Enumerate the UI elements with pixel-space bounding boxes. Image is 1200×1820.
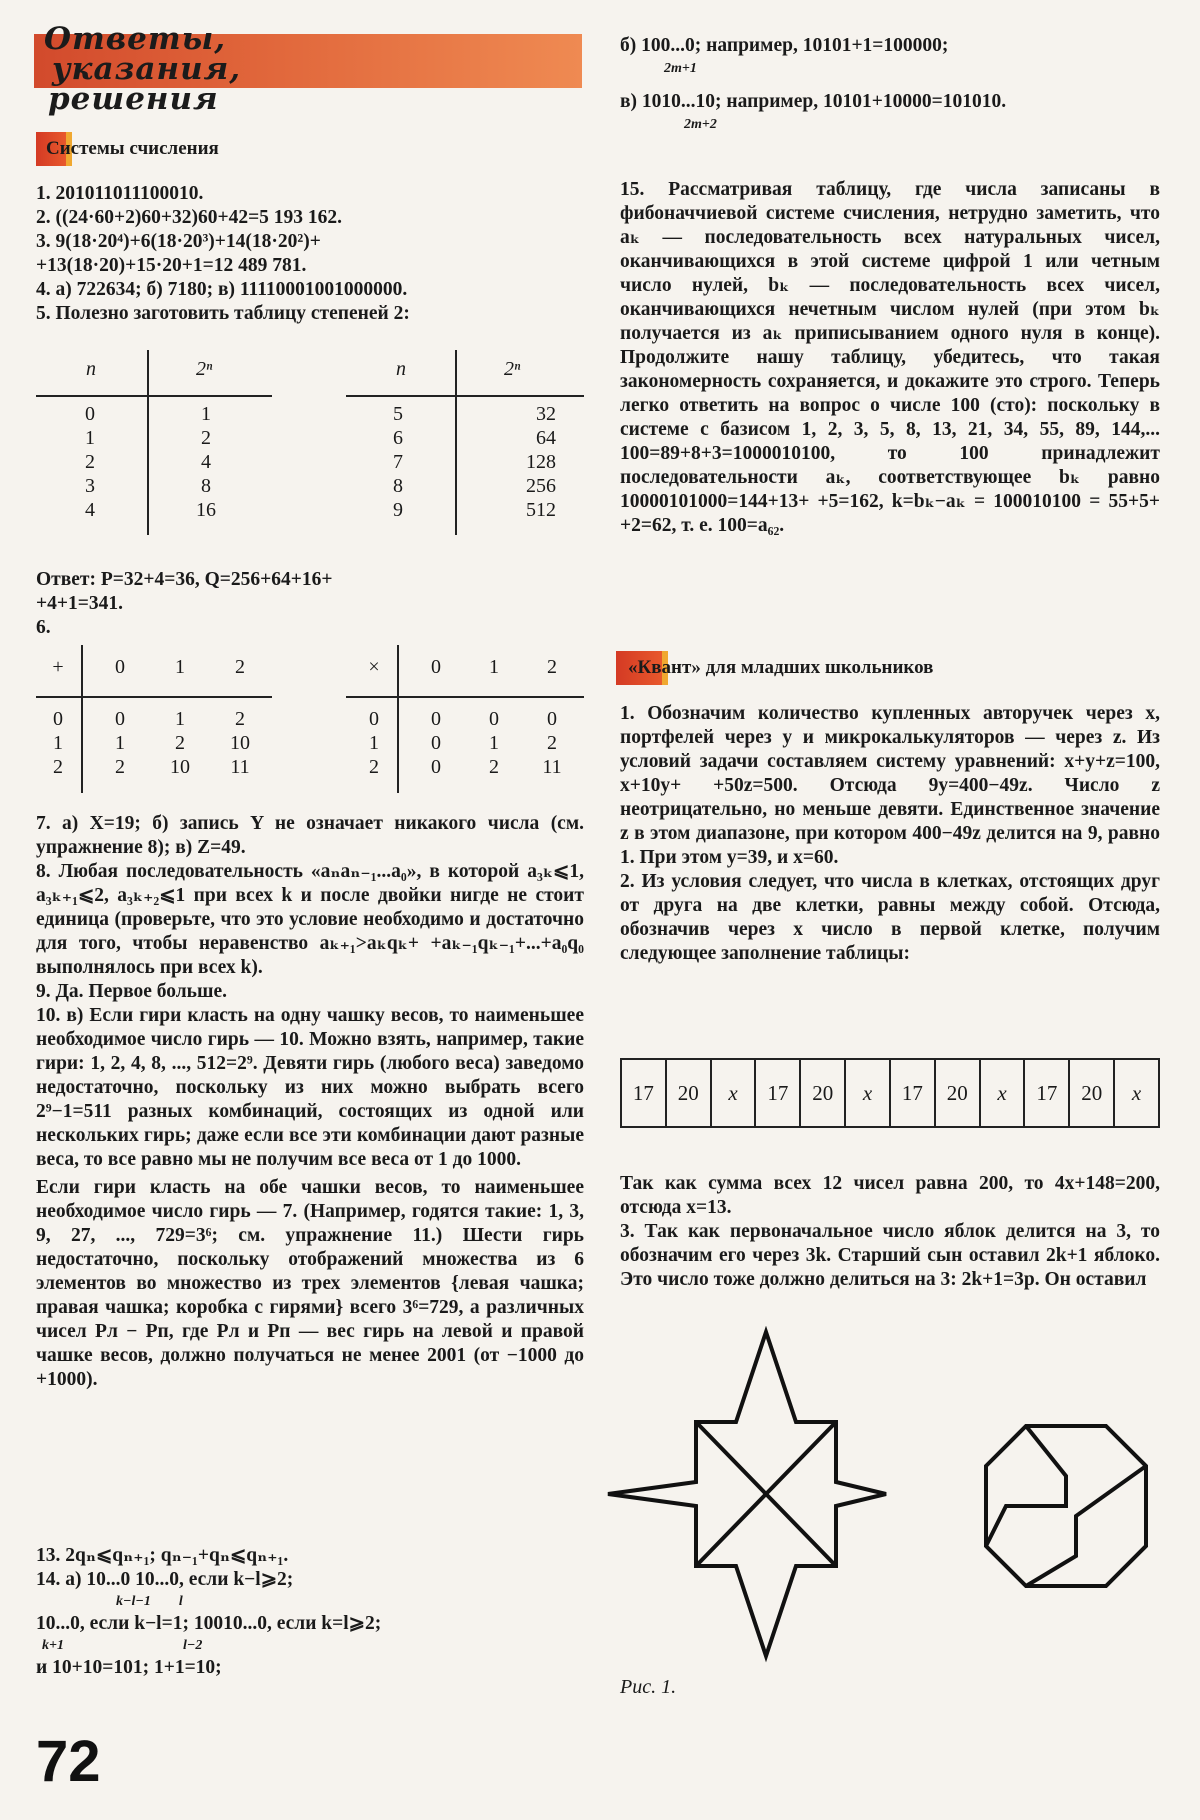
answer-3: 3. 9(18·20⁴)+6(18·20³)+14(18·20²)+ (36, 231, 321, 252)
answer-9: 9. Да. Первое больше. (36, 981, 227, 1002)
pow-head-n-right: n (396, 358, 406, 380)
answer-14-v: в) 1010...10; например, 10101+10000=101010. (620, 91, 1007, 112)
mul-head: 1 (489, 656, 499, 678)
cell: 8 (201, 475, 211, 497)
answer-14a: 14. а) 10...0 10...0, если k−l⩾2; (36, 1569, 294, 1590)
answer-10b: Если гири класть на обе чашки весов, то наименьшее необходимое число гирь — 7. (Например, годятся такие: 1, 3, 9, 27, ..., 729=3⁶; см. упражнение 11.) Шести гирь недостаточно, поскольку отображений множества из 6 элементов во множество из трех элементов {левая чашка; правая чашка; коробка с гирями} всего 3⁶=729, а различных чисел Pл − Pп, где Pл и Pп — вес гирь на левой и правой чашке весов, должно получаться не менее 2001 (от −1000 до +1000). (36, 1177, 584, 1390)
answer-5-result (36, 568, 584, 640)
strip-cell: x (712, 1060, 757, 1126)
mul-cell: 0 (431, 732, 441, 754)
strip-cell: 20 (1070, 1060, 1115, 1126)
pow-head-2n-right: 2ⁿ (504, 358, 521, 380)
strip-cell: x (846, 1060, 891, 1126)
section-heading-kvant: «Квант» для младших школьников (616, 651, 933, 685)
answers-1-5 (36, 182, 584, 326)
kvant-answer-2: 2. Из условия следует, что числа в клетках, отстоящих друг от друга на две клетки, равны между собой. Отсюда, обозначив через x число в первой клетке, получим следующее заполнение таблицы: (620, 871, 1160, 964)
answer-13: 13. 2qₙ⩽qₙ₊₁; qₙ₋₁+qₙ⩽qₙ₊₁. (36, 1545, 289, 1566)
answer-3-cont: +13(18·20)+15·20+1=12 489 781. (36, 255, 307, 276)
mul-cell: 1 (489, 732, 499, 754)
kvant-answers-cont (620, 1172, 1160, 1292)
kvant-answer-3: 3. Так как первоначальное число яблок делится на 3, то обозначим его через 3k. Старший сын оставил 2k+1 яблоко. Это число тоже должно делиться на 3: 2k+1=3p. Он оставил (620, 1221, 1160, 1290)
number-strip-table (620, 1058, 1160, 1128)
pow-head-2n-left: 2ⁿ (196, 358, 213, 380)
pow-left-n-col (80, 402, 100, 522)
answer-15-text: 15. Рассматривая таблицу, где числа записаны в фибоначчиевой системе счисления, нетрудно заметить, что aₖ — последовательность всех натуральных чисел, оканчивающихся в этой системе цифрой 1 или четным число нулей, bₖ — последовательность всех чисел, оканчивающихся нечетным числом нулей (при этом bₖ получается из aₖ приписыванием одного нуля в конце). Продолжите нашу таблицу, убедитесь, что такая закономерность сохраняется, и докажите это строго. Теперь легко ответить на вопрос о числе 100 (сто): поскольку в системе с базисом 1, 2, 3, 5, 8, 13, 21, 34, 55, 89, 144,... 100=89+8+3=1000010100, то 100 принадлежит последовательности aₖ, соответствующее bₖ равно 10000101000=144+13+ +5=162, k=bₖ−aₖ = 100010100 = 55+5+ +2=62, т. е. 100=a₆₂. (620, 179, 1160, 536)
mul-cell: 0 (489, 708, 499, 730)
answer-14b-sub: k+1 l−2 (42, 1638, 203, 1653)
cell: 4 (85, 499, 95, 521)
add-head: 0 (115, 656, 125, 678)
answer-8: 8. Любая последовательность «aₙaₙ₋₁...a₀», в которой a₃ₖ⩽1, a₃ₖ₊₁⩽2, a₃ₖ₊₂⩽1 при всех k и после двойки нигде не стоит единица (проверьте, что это условие необходимо и достаточно для того, чтобы неравенство aₖ₊₁>aₖqₖ+ +aₖ₋₁qₖ₋₁+...+a₀q₀ выполнялось при всех k). (36, 861, 584, 978)
answer-14-v-sub: 2m+2 (684, 117, 717, 132)
add-cell: 2 (53, 756, 63, 778)
add-cell: 2 (175, 732, 185, 754)
powers-table-lines (36, 340, 584, 540)
mul-cell: 0 (431, 708, 441, 730)
banner-line-2: указания, (52, 51, 242, 87)
figure-caption: Рис. 1. (620, 1676, 677, 1698)
cell: 16 (196, 499, 216, 521)
cell: 128 (526, 451, 556, 473)
answer-15 (620, 178, 1160, 538)
operation-tables (36, 656, 584, 786)
answer-14a-sub: k−l−1 l (116, 1594, 183, 1609)
answer-14-b: б) 100...0; например, 10101+1=100000; (620, 35, 949, 56)
add-cell: 2 (115, 756, 125, 778)
pow-left-v-col (186, 402, 226, 522)
mul-cell: 2 (489, 756, 499, 778)
cell: 32 (536, 403, 556, 425)
strip-cell: 17 (891, 1060, 936, 1126)
answers-13-14 (36, 1544, 584, 1680)
answer-1: 1. 201011011100010. (36, 183, 204, 204)
add-head: 2 (235, 656, 245, 678)
cell: 3 (85, 475, 95, 497)
banner-line-3: решения (48, 81, 219, 117)
add-cell: 0 (53, 708, 63, 730)
kvant-answer-2-result: Так как сумма всех 12 чисел равна 200, то 4x+148=200, отсюда x=13. (620, 1173, 1160, 1218)
cell: 6 (393, 427, 403, 449)
strip-cell: 20 (936, 1060, 981, 1126)
cell: 1 (201, 403, 211, 425)
cell: 2 (201, 427, 211, 449)
cell: 5 (393, 403, 403, 425)
star-figure (608, 1332, 886, 1656)
cell: 8 (393, 475, 403, 497)
cell: 256 (526, 475, 556, 497)
answer-6-label: 6. (36, 617, 51, 638)
cell: 9 (393, 499, 403, 521)
cell: 2 (85, 451, 95, 473)
kvant-answers (620, 702, 1160, 966)
add-cell: 10 (170, 756, 190, 778)
add-cell: 11 (230, 756, 250, 778)
answer-5-line1: Ответ: P=32+4=36, Q=256+64+16+ (36, 569, 333, 590)
cell: 7 (393, 451, 403, 473)
answer-4: 4. а) 722634; б) 7180; в) 11110001001000000. (36, 279, 408, 300)
cell: 512 (526, 499, 556, 521)
banner-title (44, 21, 344, 117)
answer-10a: 10. в) Если гири класть на одну чашку весов, то наименьшее необходимое число гирь — 10. Можно взять, например, такие гири: 1, 2, 4, 8, ..., 512=2⁹. Девяти гирь (любого веса) заведомо недостаточно, поскольку из них можно выбрать всего 2⁹−1=511 разных комбинаций, состоящих из одной или нескольких гирь; даже если все эти комбинации дают разные веса, то все равно мы не получим все веса от 1 до 1000. (36, 1005, 584, 1170)
add-cell: 1 (175, 708, 185, 730)
strip-cell: x (1131, 1080, 1142, 1105)
times-sign: × (368, 656, 380, 678)
section-heading-number-systems: Системы счисления (36, 132, 219, 166)
answer-14b: 10...0, если k−l=1; 10010...0, если k=l⩾2; (36, 1613, 382, 1634)
mul-head: 2 (547, 656, 557, 678)
page-number: 72 (36, 1729, 101, 1794)
mul-cell: 0 (369, 708, 379, 730)
mul-cell: 2 (369, 756, 379, 778)
pow-right-n-col (388, 402, 408, 522)
strip-cell: 17 (622, 1060, 667, 1126)
strip-cell: x (981, 1060, 1026, 1126)
answer-7: 7. а) X=19; б) запись Y не означает никакого числа (см. упражнение 8); в) Z=49. (36, 813, 584, 858)
add-cell: 0 (115, 708, 125, 730)
mul-cell: 0 (547, 708, 557, 730)
add-cell: 1 (53, 732, 63, 754)
pow-head-n-left: n (86, 358, 96, 380)
octagon-figure (986, 1426, 1146, 1586)
plus-sign: + (52, 656, 64, 678)
mul-head: 0 (431, 656, 441, 678)
figure-1 (606, 1326, 1166, 1666)
answer-2: 2. ((24·60+2)60+32)60+42=5 193 162. (36, 207, 343, 228)
answer-5: 5. Полезно заготовить таблицу степеней 2: (36, 303, 410, 324)
answer-14c: и 10+10=101; 1+1=10; (36, 1657, 222, 1678)
add-cell: 2 (235, 708, 245, 730)
strip-cell: 17 (1025, 1060, 1070, 1126)
kvant-answer-1: 1. Обозначим количество купленных авторучек через x, портфелей через y и микрокалькуляторов — через z. Из условий задачи составляем систему уравнений: x+y+z=100, x+10y+ +50z=500. Отсюда 9y=400−49z. Число z неотрицательно, но меньше девяти. Единственное значение z в этом диапазоне, при котором 400−49z делится на 9, равно 1. При этом y=39, и x=60. (620, 703, 1160, 868)
add-cell: 10 (230, 732, 250, 754)
mul-cell: 0 (431, 756, 441, 778)
banner-line-1: Ответы, (44, 21, 227, 57)
cell: 0 (85, 403, 95, 425)
answers-14-cont (620, 34, 1160, 136)
pow-right-v-col (506, 402, 556, 522)
mul-cell: 2 (547, 732, 557, 754)
cell: 4 (201, 451, 211, 473)
mul-cell: 1 (369, 732, 379, 754)
strip-cell: 20 (667, 1060, 712, 1126)
answer-5-line2: +4+1=341. (36, 593, 123, 614)
add-head: 1 (175, 656, 185, 678)
strip-cell: 17 (756, 1060, 801, 1126)
strip-cell: 20 (801, 1060, 846, 1126)
add-cell: 1 (115, 732, 125, 754)
cell: 64 (536, 427, 556, 449)
cell: 1 (85, 427, 95, 449)
answer-14-b-sub: 2m+1 (664, 61, 697, 76)
answers-7-10 (36, 812, 584, 1392)
mul-cell: 11 (542, 756, 562, 778)
